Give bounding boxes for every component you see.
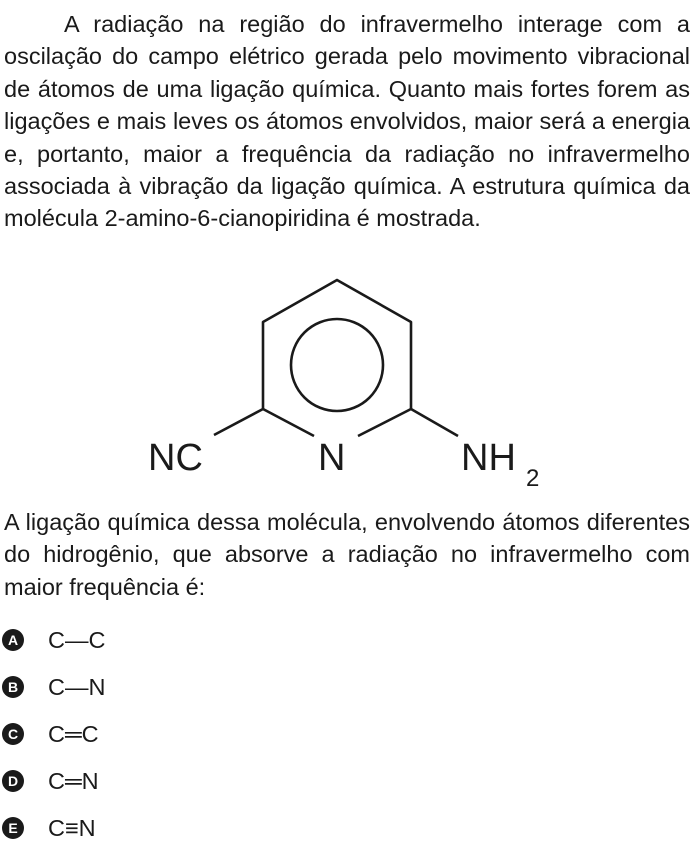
option-c-text: C═C <box>48 720 99 747</box>
ring-bond-c2-n <box>263 409 314 436</box>
ring-bond-n-c6 <box>358 409 411 436</box>
option-d-text: C═N <box>48 767 99 794</box>
option-a-text: C—C <box>48 626 106 653</box>
bond-to-amino <box>411 409 458 436</box>
option-b-letter: B <box>2 676 24 698</box>
ring-nitrogen-label: N <box>318 437 346 479</box>
amino-subscript: 2 <box>526 465 540 492</box>
bond-to-nitrile <box>214 409 263 435</box>
option-a-letter: A <box>2 629 24 651</box>
amino-group-label: NH <box>461 437 516 479</box>
option-d-letter: D <box>2 770 24 792</box>
option-c-letter: C <box>2 723 24 745</box>
question-paragraph: A ligação química dessa molécula, envolvendo átomos diferentes do hidrogênio, que absorve a radiação no infravermelho com maior frequência é: <box>4 509 690 600</box>
aromatic-circle <box>291 319 383 411</box>
molecule-structure <box>0 270 700 500</box>
option-e-text: C≡N <box>48 814 96 841</box>
pyridine-ring <box>263 280 411 409</box>
nitrile-group-label: NC <box>148 437 203 479</box>
intro-paragraph: A radiação na região do infravermelho interage com a oscilação do campo elétrico gerada pelo movimento vibracional de átomos de uma ligação química. Quanto mais fortes forem as ligações e mais leves os átomos envolvidos, maior será a energia e, portanto, maior a frequência da radiação no infravermelho associada à vibração da ligação química. A estrutura química da molécula 2-amino-6-cianopiridina é mostrada. <box>4 11 690 232</box>
option-b-text: C—N <box>48 673 106 700</box>
option-e-letter: E <box>2 817 24 839</box>
